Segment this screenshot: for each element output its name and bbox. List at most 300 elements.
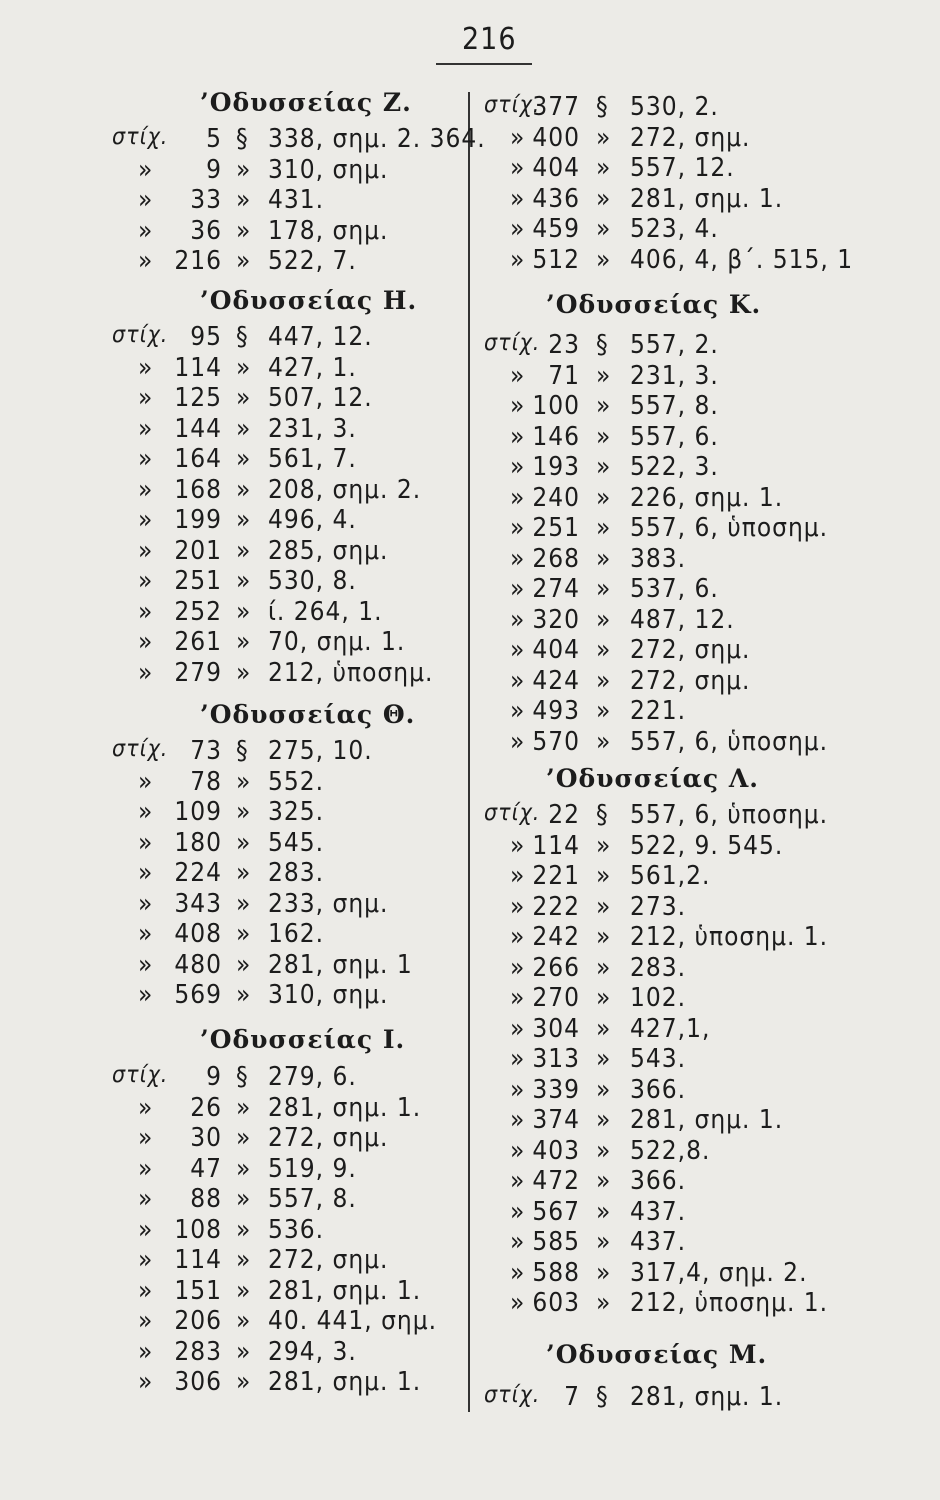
verse-number: 125: [174, 383, 222, 413]
section-sign: »: [596, 574, 612, 604]
verse-number: 240: [532, 482, 580, 513]
page-reference: 530, 2.: [630, 92, 719, 122]
verse-number: 30: [190, 1123, 222, 1153]
entry-label: »: [510, 1166, 526, 1196]
page-reference: 102.: [630, 983, 687, 1013]
page-reference: 233, σημ.: [268, 888, 389, 919]
section-sign: »: [596, 391, 612, 421]
verse-number: 603: [532, 1288, 580, 1318]
section-sign: »: [236, 352, 252, 383]
section-sign: »: [236, 1245, 252, 1275]
page-reference: 437.: [630, 1227, 687, 1257]
entry-label: »: [510, 391, 526, 421]
section-heading: ’Οδυσσείας Ζ.: [200, 88, 412, 117]
verse-number: 168: [174, 474, 222, 505]
section-sign: »: [236, 474, 252, 505]
entry-label: »: [138, 474, 154, 505]
page-reference: 522, 3.: [630, 452, 719, 482]
entry-label: »: [510, 543, 526, 574]
index-entry: [0, 767, 470, 795]
section-sign: »: [236, 1153, 252, 1184]
index-entry: [0, 736, 470, 764]
page-reference: 226, σημ. 1.: [630, 482, 784, 513]
page-reference: 519, 9.: [268, 1153, 357, 1184]
page-reference: 294, 3.: [268, 1336, 357, 1367]
verse-number: 588: [532, 1257, 580, 1288]
index-entry: [0, 383, 470, 411]
index-entry: [470, 483, 940, 511]
entry-label: »: [138, 827, 154, 858]
verse-number: 33: [190, 185, 222, 215]
page-reference: 40. 441, σημ.: [268, 1306, 438, 1336]
section-sign: »: [236, 1184, 252, 1214]
page-reference: ί. 264, 1.: [268, 596, 383, 627]
page-reference: 487, 12.: [630, 604, 735, 635]
verse-number: 180: [174, 827, 222, 858]
verse-number: 251: [532, 513, 580, 543]
section-sign: »: [596, 1227, 612, 1257]
section-sign: »: [596, 1288, 612, 1318]
section-sign: »: [596, 922, 612, 952]
page-reference: 273.: [630, 891, 687, 922]
entry-label: »: [138, 1214, 154, 1245]
page-reference: 281, σημ. 1.: [268, 1275, 422, 1306]
entry-label: στίχ.: [112, 322, 169, 348]
verse-number: 306: [174, 1367, 222, 1397]
index-entry: [470, 574, 940, 602]
index-entry: [0, 1184, 470, 1212]
entry-label: »: [510, 482, 526, 513]
section-sign: »: [596, 244, 612, 275]
index-entry: [470, 245, 940, 273]
verse-number: 268: [532, 543, 580, 574]
page-reference: 366.: [630, 1074, 687, 1105]
entry-label: »: [138, 185, 154, 215]
verse-number: 22: [548, 800, 580, 830]
verse-number: 7: [564, 1382, 580, 1412]
verse-number: 88: [190, 1184, 222, 1214]
page-reference: 557, 6, ὑποσημ.: [630, 513, 829, 543]
index-entry: [0, 124, 486, 154]
page-reference: 178, σημ.: [268, 215, 389, 246]
index-entry: [0, 1276, 470, 1304]
section-sign: »: [236, 383, 252, 413]
entry-label: »: [138, 657, 154, 688]
section-sign: §: [596, 92, 609, 122]
verse-number: 5: [206, 124, 222, 154]
verse-number: 164: [174, 444, 222, 474]
entry-label: »: [510, 1013, 526, 1044]
section-sign: §: [236, 322, 249, 352]
page-reference: 522, 7.: [268, 246, 357, 276]
page-reference: 281, σημ. 1.: [268, 1092, 422, 1123]
verse-number: 343: [174, 888, 222, 919]
verse-number: 403: [532, 1135, 580, 1166]
index-entry: [470, 727, 940, 755]
entry-label: »: [510, 696, 526, 726]
entry-label: »: [138, 246, 154, 276]
index-entry: [470, 153, 940, 181]
page-reference: 317,4, σημ. 2.: [630, 1257, 808, 1288]
section-sign: »: [596, 665, 612, 696]
index-entry: [470, 1382, 940, 1410]
index-entry: [470, 892, 940, 920]
index-entry: [470, 513, 940, 541]
entry-label: στίχ.: [112, 124, 169, 150]
entry-label: »: [510, 1257, 526, 1288]
section-sign: »: [596, 1044, 612, 1074]
verse-number: 436: [532, 183, 580, 214]
index-entry: [470, 330, 940, 358]
verse-number: 193: [532, 452, 580, 482]
verse-number: 222: [532, 891, 580, 922]
section-sign: »: [596, 214, 612, 244]
page-reference: 231, 3.: [630, 360, 719, 391]
verse-number: 408: [174, 919, 222, 949]
page-reference: 557, 12.: [630, 153, 735, 183]
page-reference: 338, σημ. 2. 364.: [268, 124, 486, 154]
index-entry: [470, 696, 940, 724]
entry-label: στίχ.: [484, 800, 541, 826]
page-reference: 557, 6, ὑποσημ.: [630, 726, 829, 757]
index-entry: [0, 950, 470, 978]
page-reference: 522, 9. 545.: [630, 830, 784, 861]
page-reference: 310, σημ.: [268, 154, 389, 185]
section-sign: »: [596, 1135, 612, 1166]
section-sign: »: [236, 444, 252, 474]
section-sign: »: [236, 185, 252, 215]
verse-number: 493: [532, 696, 580, 726]
verse-number: 569: [174, 980, 222, 1010]
section-sign: »: [236, 566, 252, 596]
index-entry: [470, 1166, 940, 1194]
page-reference: 212, ὑποσημ. 1.: [630, 922, 829, 952]
section-sign: »: [596, 891, 612, 922]
verse-number: 480: [174, 949, 222, 980]
entry-label: »: [138, 919, 154, 949]
entry-label: »: [138, 413, 154, 444]
section-sign: »: [236, 535, 252, 566]
entry-label: »: [138, 1367, 154, 1397]
page-reference: 536.: [268, 1214, 325, 1245]
verse-number: 279: [174, 657, 222, 688]
section-sign: »: [596, 1105, 612, 1135]
page-reference: 561, 7.: [268, 444, 357, 474]
verse-number: 224: [174, 858, 222, 888]
entry-label: »: [510, 1105, 526, 1135]
index-entry: [470, 214, 940, 242]
verse-number: 216: [174, 246, 222, 276]
entry-label: »: [138, 215, 154, 246]
index-entry: [0, 1123, 470, 1151]
entry-label: »: [510, 1074, 526, 1105]
section-sign: »: [236, 154, 252, 185]
entry-label: »: [138, 535, 154, 566]
page-reference: 431.: [268, 185, 325, 215]
entry-label: »: [510, 635, 526, 665]
verse-number: 377: [532, 92, 580, 122]
page-reference: 281, σημ. 1.: [630, 1105, 784, 1135]
index-entry: [0, 1154, 470, 1182]
entry-label: »: [510, 665, 526, 696]
index-entry: [0, 1367, 470, 1395]
entry-label: »: [138, 596, 154, 627]
index-entry: [0, 828, 470, 856]
section-sign: §: [236, 1062, 249, 1092]
page-reference: 427,1,: [630, 1013, 711, 1044]
section-sign: §: [596, 800, 609, 830]
verse-number: 221: [532, 861, 580, 891]
section-sign: »: [236, 1123, 252, 1153]
page-reference: 283.: [268, 858, 325, 888]
section-sign: »: [596, 482, 612, 513]
section-sign: »: [236, 766, 252, 797]
page-reference: 447, 12.: [268, 322, 373, 352]
entry-label: »: [510, 183, 526, 214]
index-entry: [0, 505, 470, 533]
entry-label: »: [138, 980, 154, 1010]
section-sign: »: [596, 1013, 612, 1044]
section-sign: »: [596, 726, 612, 757]
page-reference: 281, σημ. 1.: [630, 183, 784, 214]
page-reference: 552.: [268, 766, 325, 797]
page-reference: 272, σημ.: [268, 1245, 389, 1275]
page-reference: 283.: [630, 952, 687, 983]
section-sign: »: [596, 952, 612, 983]
index-entry: [0, 353, 470, 381]
section-sign: »: [596, 543, 612, 574]
page-reference: 437.: [630, 1196, 687, 1227]
section-sign: §: [596, 330, 609, 360]
index-entry: [470, 1105, 940, 1133]
section-sign: »: [596, 360, 612, 391]
page-reference: 557, 8.: [630, 391, 719, 421]
section-sign: »: [236, 657, 252, 688]
verse-number: 424: [532, 665, 580, 696]
index-entry: [470, 544, 940, 572]
entry-label: »: [138, 888, 154, 919]
section-sign: »: [236, 888, 252, 919]
entry-label: »: [138, 1153, 154, 1184]
index-entry: [470, 635, 940, 663]
section-heading: ’Οδυσσείας Μ.: [546, 1340, 768, 1369]
section-sign: »: [596, 861, 612, 891]
index-entry: [0, 889, 470, 917]
verse-number: 95: [190, 322, 222, 352]
page-reference: 557, 8.: [268, 1184, 357, 1214]
index-entry: [0, 1062, 470, 1090]
entry-label: »: [510, 983, 526, 1013]
index-entry: [470, 1227, 940, 1255]
index-entry: [0, 858, 470, 886]
page-reference: 281, σημ. 1.: [268, 1367, 422, 1397]
section-sign: »: [596, 1074, 612, 1105]
index-entry: [0, 155, 470, 183]
entry-label: »: [510, 153, 526, 183]
verse-number: 36: [190, 215, 222, 246]
page-reference: 70, σημ. 1.: [268, 627, 406, 657]
verse-number: 144: [174, 413, 222, 444]
index-entry: [470, 800, 940, 828]
page-reference: 221.: [630, 696, 687, 726]
entry-label: »: [510, 830, 526, 861]
index-entry: [0, 475, 470, 503]
index-entry: [470, 666, 940, 694]
entry-label: »: [510, 452, 526, 482]
entry-label: »: [510, 1135, 526, 1166]
section-sign: »: [236, 949, 252, 980]
entry-label: »: [138, 566, 154, 596]
verse-number: 23: [548, 330, 580, 360]
section-sign: »: [596, 635, 612, 665]
page-reference: 543.: [630, 1044, 687, 1074]
entry-label: »: [138, 352, 154, 383]
verse-number: 78: [190, 766, 222, 797]
verse-number: 9: [206, 1062, 222, 1092]
index-entry: [470, 605, 940, 633]
verse-number: 100: [532, 391, 580, 421]
verse-number: 270: [532, 983, 580, 1013]
page-reference: 231, 3.: [268, 413, 357, 444]
index-entry: [470, 184, 940, 212]
section-sign: »: [236, 827, 252, 858]
section-sign: »: [596, 183, 612, 214]
page-reference: 208, σημ. 2.: [268, 474, 422, 505]
index-entry: [0, 1093, 470, 1121]
index-entry: [0, 246, 470, 274]
page-reference: 523, 4.: [630, 214, 719, 244]
entry-label: »: [510, 922, 526, 952]
verse-number: 47: [190, 1153, 222, 1184]
verse-number: 404: [532, 153, 580, 183]
entry-label: »: [138, 797, 154, 827]
section-sign: »: [596, 421, 612, 452]
verse-number: 9: [206, 154, 222, 185]
section-sign: »: [236, 1092, 252, 1123]
verse-number: 274: [532, 574, 580, 604]
verse-number: 266: [532, 952, 580, 983]
page-reference: 162.: [268, 919, 325, 949]
page-reference: 212, ὑποσημ.: [268, 657, 434, 688]
entry-label: »: [510, 861, 526, 891]
page-reference: 281, σημ. 1: [268, 949, 413, 980]
entry-label: »: [510, 574, 526, 604]
page-reference: 427, 1.: [268, 352, 357, 383]
verse-number: 146: [532, 421, 580, 452]
index-entry: [0, 980, 470, 1008]
section-sign: »: [236, 1367, 252, 1397]
index-entry: [0, 1245, 470, 1273]
verse-number: 252: [174, 596, 222, 627]
verse-number: 109: [174, 797, 222, 827]
verse-number: 242: [532, 922, 580, 952]
page-reference: 366.: [630, 1166, 687, 1196]
index-entry: [0, 919, 470, 947]
verse-number: 320: [532, 604, 580, 635]
section-heading: ’Οδυσσείας Η.: [200, 286, 418, 315]
section-sign: »: [596, 153, 612, 183]
page-reference: 272, σημ.: [268, 1123, 389, 1153]
page-reference: 285, σημ.: [268, 535, 389, 566]
verse-number: 206: [174, 1306, 222, 1336]
index-entry: [470, 92, 940, 120]
page-reference: 383.: [630, 543, 687, 574]
index-entry: [470, 1258, 940, 1286]
page-reference: 272, σημ.: [630, 665, 751, 696]
page-reference: 272, σημ.: [630, 122, 751, 153]
entry-label: »: [510, 421, 526, 452]
verse-number: 261: [174, 627, 222, 657]
section-sign: »: [236, 1275, 252, 1306]
verse-number: 114: [174, 1245, 222, 1275]
index-entry: [470, 1136, 940, 1164]
entry-label: »: [510, 360, 526, 391]
page-reference: 281, σημ. 1.: [630, 1382, 784, 1412]
entry-label: »: [510, 891, 526, 922]
verse-number: 512: [532, 244, 580, 275]
index-entry: [0, 536, 470, 564]
page-reference: 406, 4, β΄. 515, 1: [630, 244, 854, 275]
verse-number: 339: [532, 1074, 580, 1105]
index-entry: [0, 414, 470, 442]
index-entry: [470, 452, 940, 480]
page-reference: 212, ὑποσημ. 1.: [630, 1288, 829, 1318]
entry-label: στίχ.: [112, 1062, 169, 1088]
verse-number: 570: [532, 726, 580, 757]
index-entry: [0, 597, 470, 625]
page-reference: 507, 12.: [268, 383, 373, 413]
page-reference: 275, 10.: [268, 736, 373, 766]
entry-label: »: [138, 949, 154, 980]
entry-label: »: [510, 1288, 526, 1318]
section-sign: »: [236, 246, 252, 276]
page-reference: 310, σημ.: [268, 980, 389, 1010]
index-entry: [0, 1215, 470, 1243]
section-heading: ’Οδυσσείας Λ.: [546, 764, 759, 793]
section-sign: »: [236, 505, 252, 535]
index-entry: [470, 953, 940, 981]
verse-number: 26: [190, 1092, 222, 1123]
verse-number: 251: [174, 566, 222, 596]
page-reference: 557, 2.: [630, 330, 719, 360]
section-sign: »: [236, 413, 252, 444]
section-sign: »: [596, 830, 612, 861]
section-sign: »: [596, 122, 612, 153]
index-entry: [0, 627, 470, 655]
verse-number: 374: [532, 1105, 580, 1135]
page-reference: 557, 6.: [630, 421, 719, 452]
section-sign: §: [236, 736, 249, 766]
index-entry: [470, 422, 940, 450]
section-heading: ’Οδυσσείας Ι.: [200, 1025, 406, 1054]
entry-label: »: [510, 214, 526, 244]
section-sign: »: [596, 604, 612, 635]
page-reference: 522,8.: [630, 1135, 711, 1166]
entry-label: »: [510, 726, 526, 757]
verse-number: 567: [532, 1196, 580, 1227]
verse-number: 459: [532, 214, 580, 244]
index-entry: [470, 922, 940, 950]
index-entry: [470, 983, 940, 1011]
section-sign: §: [236, 124, 249, 154]
entry-label: »: [138, 1184, 154, 1214]
verse-number: 151: [174, 1275, 222, 1306]
section-sign: »: [236, 627, 252, 657]
entry-label: »: [510, 1196, 526, 1227]
section-sign: §: [596, 1382, 609, 1412]
index-entry: [0, 797, 470, 825]
index-entry: [470, 1075, 940, 1103]
